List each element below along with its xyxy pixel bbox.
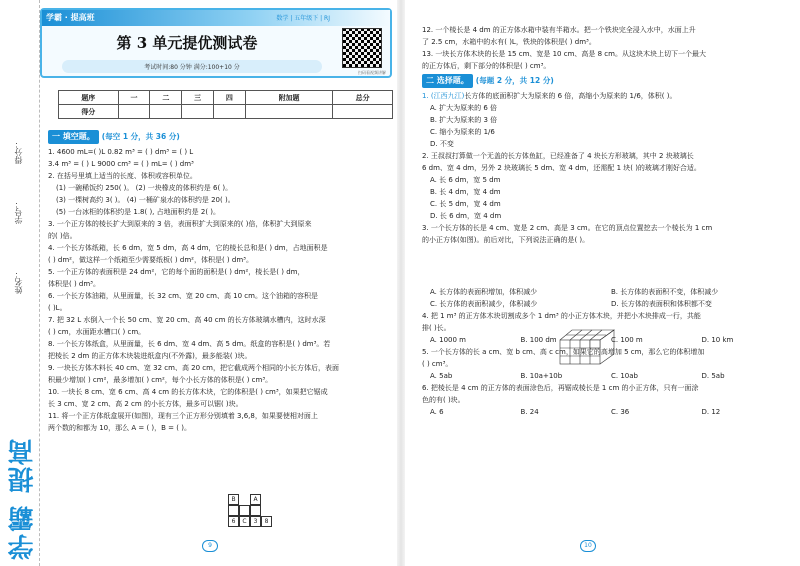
question-line: 6. 一个长方体油箱，从里面量，长 32 cm、宽 20 cm、高 10 cm。这个油箱的容积是 <box>48 292 318 300</box>
right-page <box>408 8 793 560</box>
option-b[interactable]: B. 长 4 dm，宽 4 dm <box>430 188 501 196</box>
page-gutter <box>397 0 405 566</box>
score-cell[interactable] <box>182 105 214 119</box>
option-c[interactable]: C. 10ab <box>611 372 638 380</box>
question-line: 4. 把 1 m³ 的正方体木块切割成多个 1 dm³ 的小正方体木块，并把小木块排成一行，共能 <box>422 312 701 320</box>
score-cell[interactable] <box>118 105 150 119</box>
net-cell: C <box>239 516 250 527</box>
score-cell: 一 <box>118 91 150 105</box>
question-line: 7. 把 32 L 水倒入一个长 50 cm、宽 20 cm、高 40 cm 的长方体玻璃水槽内，这时水深 <box>48 316 326 324</box>
qr-code-icon <box>342 28 382 68</box>
question-line: 排( )长。 <box>422 324 451 332</box>
question-line: 的小正方体(如图)。前后对比，下列说法正确的是( )。 <box>422 236 590 244</box>
question-line: 积最少增加( ) cm²，最多增加( ) cm²，每个小长方体的体积是( ) cm³。 <box>48 376 273 384</box>
option-a[interactable]: A. 6 <box>430 408 444 416</box>
net-cell: 8 <box>261 516 272 527</box>
question-line: ( ) cm，水面距水槽口( ) cm。 <box>48 328 146 336</box>
figure-spacer <box>422 246 792 286</box>
net-cell: 3 <box>250 516 261 527</box>
question-line: ( ) dm²，做这样一个纸箱至少需要纸板( ) dm²，体积是( ) dm³。 <box>48 256 253 264</box>
question-line: 1. 4600 mL=( )L 0.82 m³ = ( ) dm³ = ( ) L <box>48 148 194 156</box>
option-d[interactable]: D. 长 6 dm，宽 4 dm <box>430 212 502 220</box>
question-line: 10. 一块长 8 cm、宽 6 cm、高 4 cm 的长方体木块，它的体积是( ) cm³，如果把它锯成 <box>48 388 328 396</box>
option-c[interactable]: C. 长 5 dm，宽 4 dm <box>430 200 501 208</box>
option-d[interactable]: D. 5ab <box>701 372 725 380</box>
net-cell: A <box>250 494 261 505</box>
score-cell: 得分 <box>59 105 119 119</box>
brand-label: 学霸 · 提高班 <box>46 13 95 22</box>
student-id-side-label: 学号： <box>14 200 23 224</box>
question-line: 的正方体后，剩下部分的体积是( ) cm³。 <box>422 62 551 70</box>
option-c[interactable]: C. 长方体的表面积减少，体积减少 <box>430 300 538 308</box>
question-line: 3.4 m³ = ( ) L 9000 cm³ = ( ) mL= ( ) dm³ <box>48 160 194 168</box>
question-line: 的( )倍。 <box>48 232 77 240</box>
test-header <box>40 8 392 78</box>
qr-caption: 扫码看视频讲解 <box>358 70 386 75</box>
section-heading <box>422 74 792 88</box>
page-number: 9 <box>202 540 218 552</box>
score-cell: 题序 <box>59 91 119 105</box>
net-cell <box>228 505 239 516</box>
score-cell: 附加题 <box>245 91 332 105</box>
question-line: 3. 一个正方体的棱长扩大到原来的 3 倍，表面积扩大到原来的( )倍，体积扩大到原来 <box>48 220 312 228</box>
option-a[interactable]: A. 扩大为原来的 6 倍 <box>430 104 498 112</box>
option-b[interactable]: B. 24 <box>520 408 539 416</box>
score-cell[interactable] <box>150 105 182 119</box>
question-line: 6. 把棱长是 4 cm 的正方体的表面涂色后，再锯成棱长是 1 cm 的小正方体，只有一面涂 <box>422 384 699 392</box>
question-line: 把棱长 2 dm 的正方体木块装进纸盒内(不外露)，最多能装( )块。 <box>48 352 252 360</box>
question-line: 了 2.5 cm，水箱中的水有( )L，铁块的体积是( ) dm³。 <box>422 38 596 46</box>
option-b[interactable]: B. 100 dm <box>520 336 557 344</box>
option-b[interactable]: B. 长方体的表面积不变，体积减少 <box>611 288 719 296</box>
question-line: 9. 一块长方体木料长 40 cm、宽 32 cm、高 20 cm，把它截成两个相同的小长方体后，表面 <box>48 364 339 372</box>
brand-vertical-logo: 学霸 提高 <box>8 436 38 560</box>
net-cell <box>239 505 250 516</box>
question-line: (5) 一台冰柜的体积约是 1.8( ), 占地面积约是 2( )。 <box>56 208 221 216</box>
option-b[interactable]: B. 扩大为原来的 3 倍 <box>430 116 498 124</box>
binding-margin <box>0 0 40 566</box>
option-row <box>422 286 792 298</box>
question-line: 11. 将一个正方体纸盒展开(如图)，现有三个正方形分别填着 3,6,8，如果要使相对面上 <box>48 412 318 420</box>
option-d[interactable]: D. 10 km <box>701 336 734 344</box>
score-cell: 四 <box>214 91 246 105</box>
option-a[interactable]: A. 长方体的表面积增加，体积减少 <box>430 288 538 296</box>
question-line: 两个数的和都为 10，那么 A = ( )，B = ( )。 <box>48 424 191 432</box>
net-cell: B <box>228 494 239 505</box>
cuboid-figure-icon <box>558 326 618 366</box>
source-tag: 1. (江西九江) <box>422 92 465 100</box>
score-cell: 总分 <box>333 91 393 105</box>
score-cell: 三 <box>182 91 214 105</box>
score-cell[interactable] <box>245 105 332 119</box>
option-b[interactable]: B. 10a+10b <box>520 372 563 380</box>
question-line: 6 dm、宽 4 dm，另外 2 块玻璃长 5 dm、宽 4 dm，还需配 1 块( )的玻璃才刚好合适。 <box>422 164 701 172</box>
question-line: 2. 在括号里填上适当的长度、体积或容积单位。 <box>48 172 197 180</box>
section-note: (每题 2 分，共 12 分) <box>475 76 554 85</box>
option-d[interactable]: D. 12 <box>701 408 721 416</box>
question-line: 2. 王叔叔打算做一个无盖的长方体鱼缸，已经准备了 4 块长方形玻璃，其中 2 块玻璃长 <box>422 152 694 160</box>
question-line: (3) 一棵树高约 3( )。 (4) 一桶矿泉水的体积约是 20( )。 <box>56 196 235 204</box>
score-cell[interactable] <box>214 105 246 119</box>
question-line: (1) 一碗稀饭约 250( )。 (2) 一块橡皮的体积约是 6( )。 <box>56 184 233 192</box>
question-line: ( )L。 <box>48 304 67 312</box>
page-number: 10 <box>580 540 596 552</box>
score-table <box>58 90 393 119</box>
net-cell <box>250 505 261 516</box>
score-cell: 二 <box>150 91 182 105</box>
option-c[interactable]: C. 100 m <box>611 336 643 344</box>
option-row <box>422 370 792 382</box>
question-line: 3. 一个长方体的长是 4 cm、宽是 2 cm、高是 3 cm。在它的顶点位置挖去一个棱长为 1 cm <box>422 224 713 232</box>
page-title: 第 3 单元提优测试卷 <box>116 34 258 52</box>
option-a[interactable]: A. 5ab <box>430 372 453 380</box>
net-cell: 6 <box>228 516 239 527</box>
option-d[interactable]: D. 不变 <box>430 140 454 148</box>
option-row <box>422 406 792 418</box>
option-c[interactable]: C. 36 <box>611 408 630 416</box>
score-cell[interactable] <box>333 105 393 119</box>
option-c[interactable]: C. 缩小为原来的 1/6 <box>430 128 495 136</box>
option-row <box>422 298 792 310</box>
section-badge: 一 填空题。 <box>48 130 99 144</box>
option-a[interactable]: A. 长 6 dm，宽 5 dm <box>430 176 501 184</box>
section-heading <box>48 130 393 144</box>
grade-label: 数学 | 五年级下 | RJ <box>276 15 330 22</box>
option-d[interactable]: D. 长方体的表面积和体积都不变 <box>611 300 712 308</box>
question-line: ( ) cm³。 <box>422 360 453 368</box>
left-page <box>40 8 395 560</box>
question-line: 8. 一个长方体纸盒，从里面量，长 6 dm、宽 4 dm、高 5 dm。纸盒的容积是( ) dm³。若 <box>48 340 331 348</box>
question-line: 长 3 cm、宽 2 cm、高 2 cm 的小长方体，最多可以锯( )块。 <box>48 400 243 408</box>
question-line: 12. 一个棱长是 4 dm 的正方体水箱中装有半箱水。把一个铁块完全浸入水中，水面上升 <box>422 26 696 34</box>
fill-in-section <box>48 128 393 434</box>
question-line: 5. 一个长方体的长 a cm、宽 b cm、高 c cm，如果它的高增加 5 cm，那么它的体积增加 <box>422 348 705 356</box>
name-side-label: 姓名： <box>14 270 23 294</box>
question-line: 色的有( )块。 <box>422 396 465 404</box>
section-badge: 二 选择题。 <box>422 74 473 88</box>
score-table-score-row <box>59 105 393 119</box>
question-line: 5. 一个正方体的表面积是 24 dm²，它的每个面的面积是( ) dm²，棱长是( ) dm， <box>48 268 305 276</box>
score-side-label: 得分： <box>14 140 23 164</box>
section-note: (每空 1 分，共 36 分) <box>101 132 180 141</box>
question-line: 4. 一个长方体纸箱，长 6 dm，宽 5 dm，高 4 dm，它的棱长总和是( ) dm，占地面积是 <box>48 244 328 252</box>
score-table-header-row <box>59 91 393 105</box>
question-line: 1. (江西九江)长方体的底面积扩大为原来的 6 倍，高缩小为原来的 1/6，体积( )。 <box>422 92 677 100</box>
option-a[interactable]: A. 1000 m <box>430 336 466 344</box>
question-line: 13. 一块长方体木块的长是 15 cm、宽是 10 cm、高是 8 cm。从这块木块上切下一个最大 <box>422 50 706 58</box>
exam-meta: 考试时间:80 分钟 满分:100+10 分 <box>62 60 322 73</box>
question-line: 体积是( ) dm³。 <box>48 280 100 288</box>
